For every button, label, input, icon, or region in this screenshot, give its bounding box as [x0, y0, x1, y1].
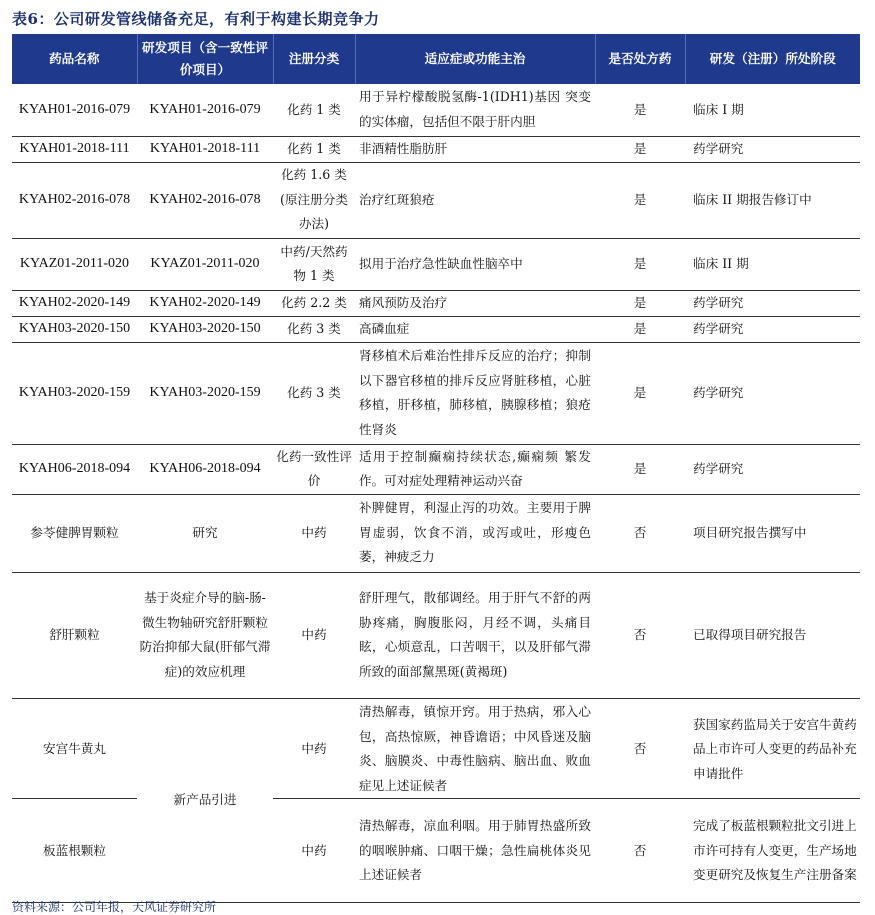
rx-status: 否: [595, 800, 685, 902]
pipeline-table: [12, 34, 860, 903]
indication: 用于异柠檬酸脱氢酶-1(IDH1)基因 突变的实体瘤，包括但不限于肝内胆: [355, 84, 595, 136]
project: 新产品引进: [137, 698, 273, 902]
rx-status: 是: [595, 316, 685, 342]
rx-status: 否: [595, 572, 685, 698]
indication: 痛风预防及治疗: [355, 290, 595, 316]
drug-name: KYAH03-2020-159: [12, 342, 137, 444]
stage: 项目研究报告撰写中: [685, 494, 860, 572]
project: 研究: [137, 494, 273, 572]
stage: 完成了板蓝根颗粒批文引进上市许可持有人变更，生产场地变更研究及恢复生产注册备案: [685, 800, 860, 902]
header-category: 注册分类: [273, 34, 355, 84]
indication: 治疗红斑狼疮: [355, 162, 595, 238]
category: 化药 1 类: [273, 84, 355, 136]
drug-name: KYAH01-2018-111: [12, 136, 137, 162]
project: KYAH03-2020-150: [137, 316, 273, 342]
table-row: [12, 698, 860, 800]
table-row: [12, 444, 860, 494]
header-drug-name: 药品名称: [12, 34, 137, 84]
category: 化药 3 类: [273, 316, 355, 342]
project: KYAZ01-2011-020: [137, 238, 273, 290]
stage: 药学研究: [685, 290, 860, 316]
stage: 药学研究: [685, 136, 860, 162]
indication: 非酒精性脂肪肝: [355, 136, 595, 162]
drug-name: KYAH03-2020-150: [12, 316, 137, 342]
rx-status: 是: [595, 444, 685, 494]
stage: 临床 I 期: [685, 84, 860, 136]
project: KYAH01-2016-079: [137, 84, 273, 136]
category: 中药: [273, 800, 355, 902]
table-row: [12, 136, 860, 162]
row-divider: [273, 798, 860, 799]
rx-status: 是: [595, 290, 685, 316]
indication: 清热解毒，凉血利咽。用于肺胃热盛所致的咽喉肿痛、口咽干燥；急性扁桃体炎见上述证候者: [355, 800, 595, 902]
project: 基于炎症介导的脑-肠-微生物轴研究舒肝颗粒防治抑郁大鼠(肝郁气滞症)的效应机理: [137, 572, 273, 698]
indication: 补脾健胃，利湿止泻的功效。主要用于脾胃虚弱，饮食不消，或泻或吐，形瘦色萎，神疲乏力: [355, 494, 595, 572]
header-stage: 研发（注册）所处阶段: [685, 34, 860, 84]
drug-name: 板蓝根颗粒: [12, 800, 137, 902]
category: 中药: [273, 572, 355, 698]
drug-name: KYAZ01-2011-020: [12, 238, 137, 290]
drug-name: 参苓健脾胃颗粒: [12, 494, 137, 572]
stage: 药学研究: [685, 444, 860, 494]
project: KYAH03-2020-159: [137, 342, 273, 444]
indication: 肾移植术后难治性排斥反应的治疗；抑制以下器官移植的排斥反应肾脏移植，心脏移植，肝移植，肺移植，胰腺移植；狼疮性肾炎: [355, 342, 595, 444]
rx-status: 是: [595, 84, 685, 136]
category: 中药: [273, 494, 355, 572]
drug-name: KYAH02-2020-149: [12, 290, 137, 316]
drug-name: 舒肝颗粒: [12, 572, 137, 698]
indication: 舒肝理气，散郁调经。用于肝气不舒的两胁疼痛，胸腹胀闷，月经不调，头痛目眩，心烦意乱，口苦咽干，以及肝郁气滞所致的面部黧黑斑(黄褐斑): [355, 572, 595, 698]
drug-name: 安宫牛黄丸: [43, 741, 106, 756]
table-row: [12, 84, 860, 136]
table-row: [12, 316, 860, 342]
project: KYAH01-2018-111: [137, 136, 273, 162]
table-row: [12, 494, 860, 572]
stage: 已取得项目研究报告: [685, 572, 860, 698]
header-project: 研发项目（含一致性评价项目）: [137, 34, 273, 84]
project: KYAH06-2018-094: [137, 444, 273, 494]
indication: 清热解毒，镇惊开窍。用于热病，邪入心包，高热惊厥，神昏谵语；中风昏迷及脑炎、脑膜炎、中毒性脑病、脑出血、败血症见上述证候者: [359, 704, 591, 793]
header-indication: 适应症或功能主治: [355, 34, 595, 84]
table-row: [12, 572, 860, 698]
rx-status: 是: [595, 162, 685, 238]
indication: 拟用于治疗急性缺血性脑卒中: [355, 238, 595, 290]
category: 化药 1.6 类 (原注册分类办法): [273, 162, 355, 238]
table-header-row: [12, 34, 860, 84]
category: 中药: [301, 741, 327, 756]
indication: 高磷血症: [355, 316, 595, 342]
table-row: [12, 342, 860, 444]
table-row: [12, 238, 860, 290]
project: KYAH02-2016-078: [137, 162, 273, 238]
drug-name: KYAH01-2016-079: [12, 84, 137, 136]
category: 化药 1 类: [273, 136, 355, 162]
rx-status: 否: [595, 494, 685, 572]
drug-name: KYAH06-2018-094: [12, 444, 137, 494]
table-title: 表6：公司研发管线储备充足，有利于构建长期竞争力: [12, 10, 380, 28]
category: 化药 2.2 类: [273, 290, 355, 316]
stage: 获国家药监局关于安宫牛黄药品上市许可人变更的药品补充申请批件: [693, 716, 857, 781]
rx-status: 否: [633, 741, 647, 756]
rx-status: 是: [595, 238, 685, 290]
row-divider: [12, 798, 137, 799]
category: 化药一致性评价: [273, 444, 355, 494]
table-row: [12, 162, 860, 238]
stage: 药学研究: [685, 316, 860, 342]
project: KYAH02-2020-149: [137, 290, 273, 316]
drug-name: KYAH02-2016-078: [12, 162, 137, 238]
stage: 药学研究: [685, 342, 860, 444]
rx-status: 是: [595, 342, 685, 444]
stage: 临床 II 期: [685, 238, 860, 290]
header-rx: 是否处方药: [595, 34, 685, 84]
table-row: [12, 290, 860, 316]
category: 中药/天然药物 1 类: [273, 238, 355, 290]
category: 化药 3 类: [273, 342, 355, 444]
stage: 临床 II 期报告修订中: [685, 162, 860, 238]
source-footer: 资料来源：公司年报，天风证券研究所: [12, 900, 217, 914]
rx-status: 是: [595, 136, 685, 162]
indication: 适用于控制癫痫持续状态,癫痫频 繁发作。可对症处理精神运动兴奋: [355, 444, 595, 494]
